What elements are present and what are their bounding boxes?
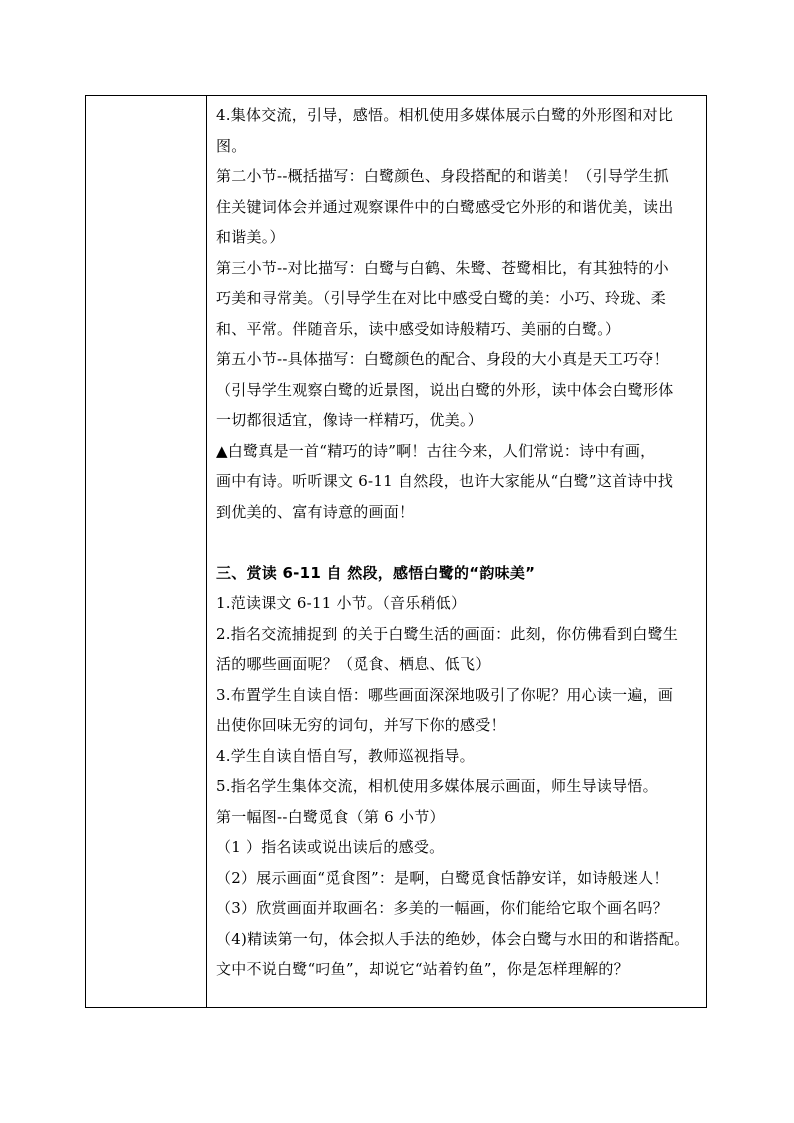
text-line: 到优美的、富有诗意的画面！ bbox=[216, 502, 415, 521]
text-line: 第一幅图--白鹭觅食（第 6 小节） bbox=[216, 807, 445, 826]
text-line: （引导学生观察白鹭的近景图，说出白鹭的外形，读中体会白鹭形体 bbox=[216, 380, 674, 399]
lesson-plan-table bbox=[85, 95, 707, 1008]
text-line: 一切都很适宜，像诗一样精巧，优美。） bbox=[216, 411, 484, 429]
text-line: 2.指名交流捕捉到 的关于白鹭生活的画面：此刻，你仿佛看到白鹭生 bbox=[216, 624, 679, 643]
text-line: 1.范读课文 6-11 小节。（音乐稍低） bbox=[216, 594, 467, 612]
text-line: 巧美和寻常美。（引导学生在对比中感受白鹭的美：小巧、玲珑、柔 bbox=[216, 289, 667, 307]
text-line: 第二小节--概括描写：白鹭颜色、身段搭配的和谐美！（引导学生抓 bbox=[216, 167, 669, 185]
text-line: 4.集体交流，引导，感悟。相机使用多媒体展示白鹭的外形图和对比 bbox=[216, 106, 674, 124]
text-line: （1 ）指名读或说出读后的感受。 bbox=[216, 838, 445, 856]
lesson-content-cell bbox=[216, 100, 702, 985]
section-heading: 三、赏读 6-11 自 然段，感悟白鹭的“韵味美” bbox=[216, 563, 536, 582]
text-line: 第五小节--具体描写：白鹭颜色的配合、身段的大小真是天工巧夺！ bbox=[216, 350, 669, 368]
text-line: 文中不说白鹭“叼鱼”，却说它“站着钓鱼”，你是怎样理解的？ bbox=[216, 960, 629, 978]
left-column-cell bbox=[86, 96, 206, 1007]
blank-line bbox=[216, 527, 702, 558]
text-line: 图。 bbox=[216, 136, 247, 155]
text-line: 和谐美。） bbox=[216, 228, 285, 246]
text-line: （2）展示画面“觅食图”：是啊，白鹭觅食恬静安详，如诗般迷人！ bbox=[216, 868, 669, 887]
text-line: （3）欣赏画面并取画名：多美的一幅画，你们能给它取个画名吗？ bbox=[216, 899, 669, 917]
column-divider bbox=[206, 96, 207, 1007]
text-line: （4)精读第一句，体会拟人手法的绝妙，体会白鹭与水田的和谐搭配。 bbox=[216, 929, 690, 948]
text-line: 住关键词体会并通过观察课件中的白鹭感受它外形的和谐优美，读出 bbox=[216, 197, 674, 216]
text-line: 第三小节--对比描写：白鹭与白鹤、朱鹭、苍鹭相比，有其独特的小 bbox=[216, 258, 669, 277]
text-line: 5.指名学生集体交流，相机使用多媒体展示画面，师生导读导悟。 bbox=[216, 777, 658, 795]
text-line: 4.学生自读自悟自写，教师巡视指导。 bbox=[216, 746, 475, 765]
text-line: ▲白鹭真是一首“精巧的诗”啊！古往今来，人们常说：诗中有画， bbox=[216, 441, 656, 460]
text-line: 出使你回味无穷的词句，并写下你的感受！ bbox=[216, 716, 506, 734]
text-line: 3.布置学生自读自悟：哪些画面深深地吸引了你呢？用心读一遍，画 bbox=[216, 685, 674, 704]
text-line: 活的哪些画面呢？（觅食、栖息、低飞） bbox=[216, 655, 491, 673]
text-line: 和、平常。伴随音乐，读中感受如诗般精巧、美丽的白鹭。） bbox=[216, 319, 621, 338]
text-line: 画中有诗。听听课文 6-11 自然段，也许大家能从“白鹭”这首诗中找 bbox=[216, 472, 674, 490]
